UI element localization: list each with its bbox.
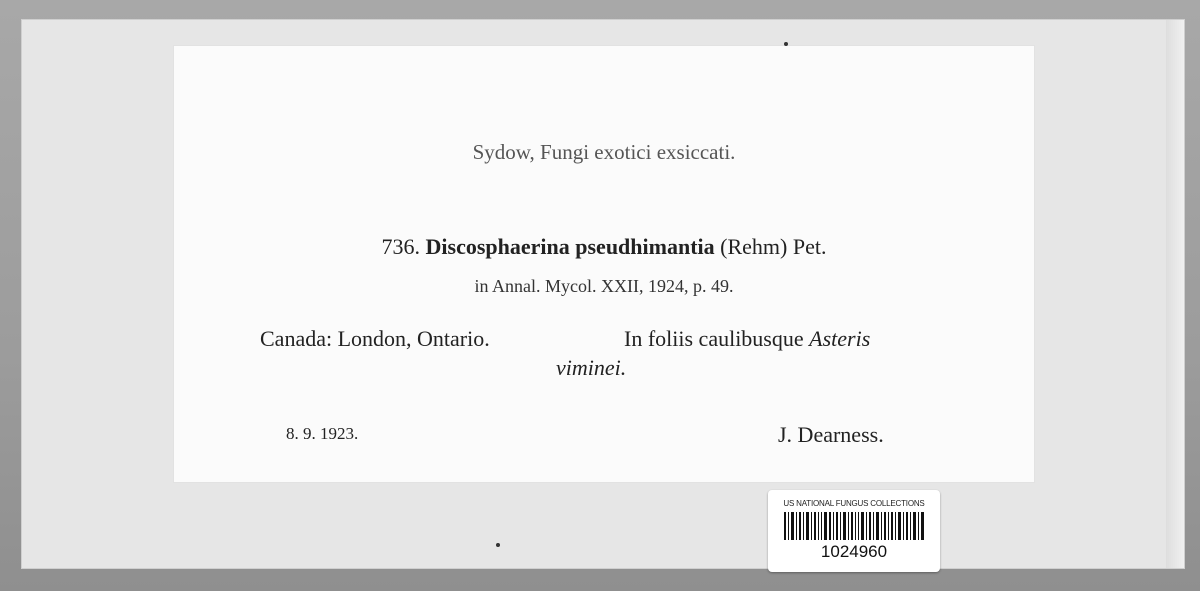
dust-speck [784,42,788,46]
barcode-label [768,490,940,572]
exsiccata-number: 736. [381,234,421,259]
barcode-institution: US NATIONAL FUNGUS COLLECTIONS [783,499,925,508]
publication-citation: in Annal. Mycol. XXII, 1924, p. 49. [474,276,734,296]
substrate [624,326,870,352]
locality: Canada: London, Ontario. [260,326,490,351]
series-title: Sydow, Fungi exotici exsiccati. [472,140,736,164]
species-line [174,234,1034,260]
dust-speck [496,543,500,547]
substrate-host-epithet: viminei. [556,355,627,380]
collector: J. Dearness. [778,422,884,447]
specimen-label [174,46,1034,482]
substrate-host-genus: Asteris [809,326,871,351]
barcode-number: 1024960 [820,542,888,561]
substrate-prefix: In foliis caulibusque [624,326,804,351]
barcode-icon [784,512,924,540]
taxon-authority: (Rehm) Pet. [720,234,827,259]
collection-date: 8. 9. 1923. [286,424,359,443]
taxon-name: Discosphaerina pseudhimantia [425,234,715,259]
sheet-edge [1166,20,1184,568]
